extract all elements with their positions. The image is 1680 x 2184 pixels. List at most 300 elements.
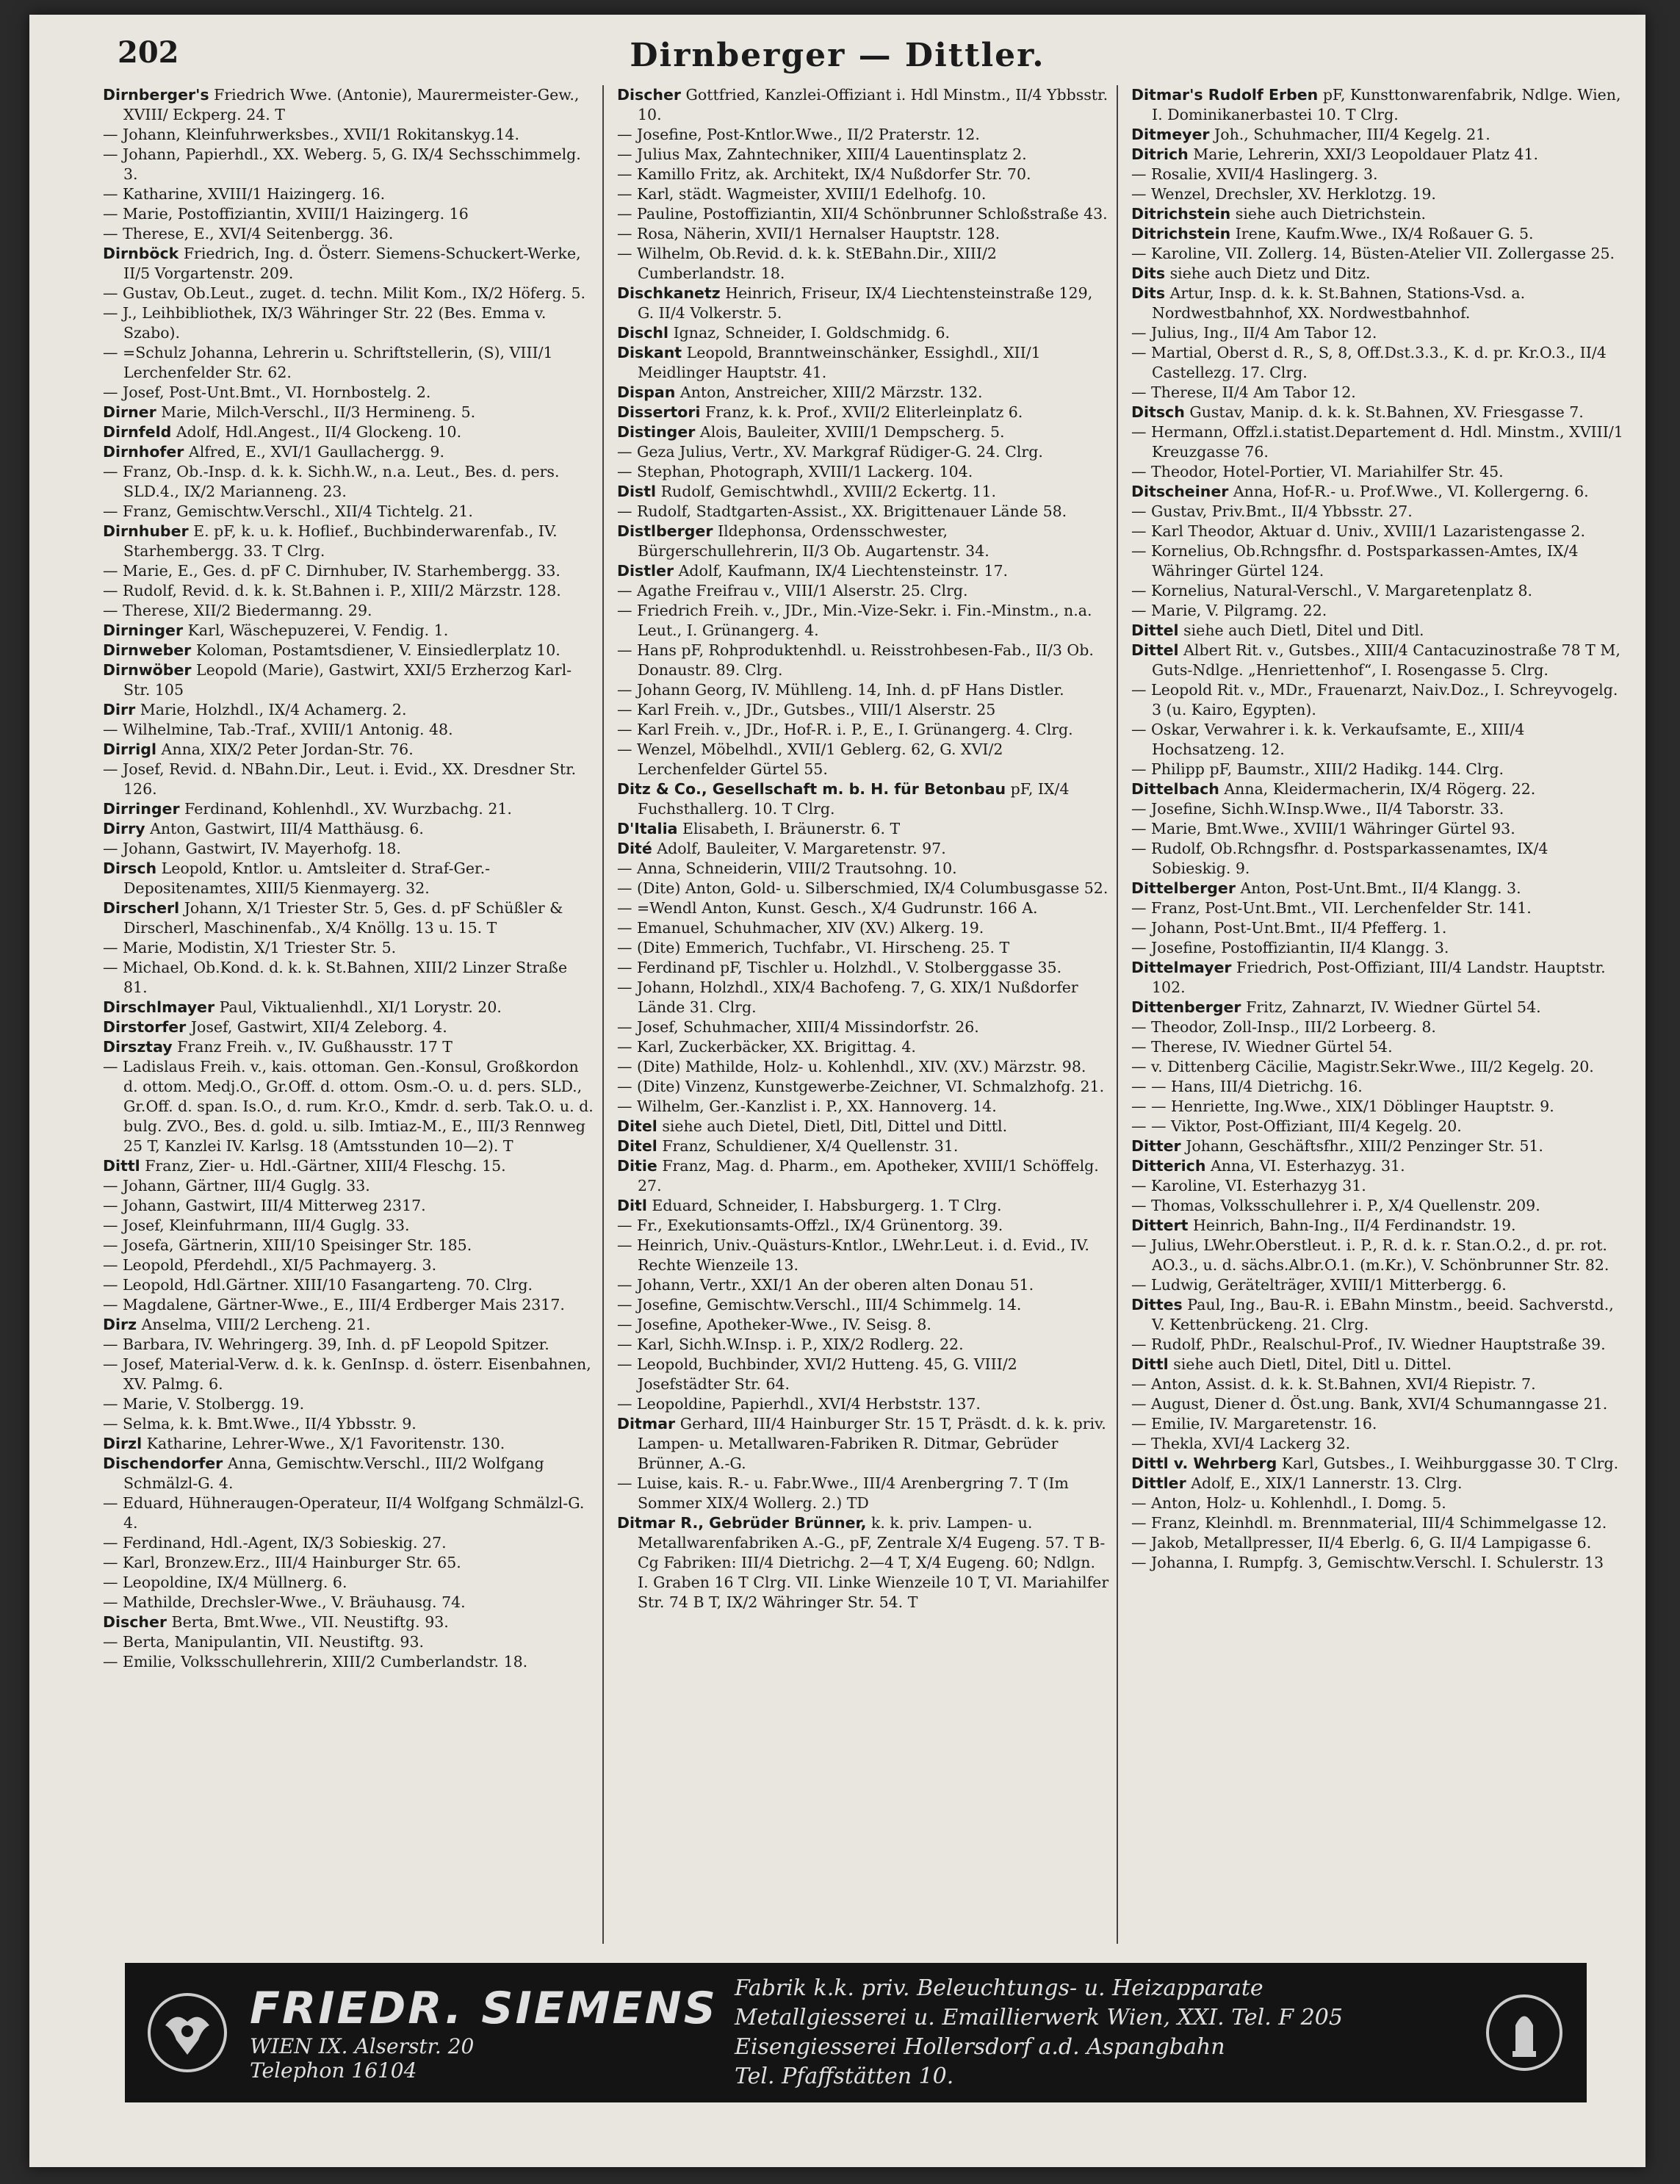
- directory-entry: [1131, 1136, 1623, 1156]
- directory-entry: [103, 1573, 595, 1593]
- directory-entry: [103, 799, 595, 819]
- directory-entry: [103, 1632, 595, 1652]
- directory-entry: [617, 1037, 1109, 1057]
- directory-entry: [617, 482, 1109, 502]
- directory-entry: [1131, 522, 1623, 541]
- entry-text: — Franz, Gemischtw.Verschl., XII/4 Tichtelg. 21.: [103, 502, 473, 520]
- directory-entry: [1131, 1553, 1623, 1573]
- entry-text: — Jakob, Metallpresser, II/4 Eberlg. 6, G. II/4 Lampigasse 6.: [1131, 1534, 1592, 1551]
- entry-text: Marie, Milch-Verschl., II/3 Hermineng. 5.: [161, 403, 476, 421]
- directory-entry: [1131, 1176, 1623, 1196]
- directory-entry: [1131, 1216, 1623, 1236]
- siemens-advertisement: [125, 1963, 1587, 2102]
- entry-surname: Ditmeyer: [1131, 126, 1210, 143]
- directory-entry: [617, 1216, 1109, 1236]
- directory-entry: [1131, 541, 1623, 581]
- entry-text: — Thekla, XVI/4 Lackerg 32.: [1131, 1435, 1351, 1452]
- entry-surname: Dits: [1131, 264, 1166, 282]
- entry-text: — Josef, Material-Verw. d. k. k. GenInsp. d. österr. Eisenbahnen, XV. Palmg. 6.: [103, 1355, 591, 1393]
- entry-text: Anton, Post-Unt.Bmt., II/4 Klangg. 3.: [1240, 879, 1521, 897]
- entry-surname: Dirnberger's: [103, 86, 209, 104]
- entry-text: — Franz, Ob.-Insp. d. k. k. Sichh.W., n.a. Leut., Bes. d. pers. SLD.4., IX/2 Marianneng. 23.: [103, 463, 560, 500]
- entry-text: Anna, VI. Esterhazyg. 31.: [1210, 1157, 1405, 1175]
- ad-company-name: FRIEDR. SIEMENS: [250, 1983, 718, 2034]
- entry-text: — Johann, Gastwirt, IV. Mayerhofg. 18.: [103, 840, 401, 857]
- column-3: [1131, 85, 1631, 1944]
- entry-text: — Hermann, Offzl.i.statist.Departement d. Hdl. Minstm., XVIII/1 Kreuzgasse 76.: [1131, 423, 1623, 461]
- entry-text: Anna, Hof-R.- u. Prof.Wwe., VI. Kollergerng. 6.: [1233, 483, 1589, 500]
- directory-entry: [617, 1057, 1109, 1077]
- entry-text: Rudolf, Gemischtwhdl., XVIII/2 Eckertg. 11.: [660, 483, 997, 500]
- entry-surname: Distler: [617, 562, 674, 580]
- directory-entry: [103, 224, 595, 244]
- directory-entry: [1131, 462, 1623, 482]
- entry-text: — Barbara, IV. Wehringerg. 39, Inh. d. pF Leopold Spitzer.: [103, 1336, 549, 1353]
- entry-surname: Dirnfeld: [103, 423, 172, 441]
- column-1: [103, 85, 604, 1944]
- entry-text: — (Dite) Emmerich, Tuchfabr., VI. Hirscheng. 25. T: [617, 939, 1010, 956]
- directory-entry: [103, 1037, 595, 1057]
- entry-text: Johann, X/1 Triester Str. 5, Ges. d. pF Schüßler & Dirscherl, Maschinenfab., X/4 Knöllg. 13 u. 15. T: [123, 899, 563, 937]
- entry-text: — Marie, V. Stolbergg. 19.: [103, 1395, 305, 1413]
- entry-text: Friedrich Wwe. (Antonie), Maurermeister-Gew., XVIII/ Eckperg. 24. T: [123, 86, 580, 123]
- directory-entry: [103, 839, 595, 859]
- directory-entry: [1131, 1236, 1623, 1275]
- entry-text: — Theodor, Zoll-Insp., III/2 Lorbeerg. 8.: [1131, 1018, 1436, 1036]
- entry-text: — Emilie, IV. Margaretenstr. 16.: [1131, 1415, 1377, 1432]
- directory-entry: [1131, 839, 1623, 879]
- entry-text: — Ladislaus Freih. v., kais. ottoman. Gen.-Konsul, Großkordon d. ottom. Medj.O., Gr.Off. d. ottom. Osm.-O. u. d. pers. SLD., Gr.Off. d. span. Is.O., d. rum. Kr.O., Kmdr. d. serb. Tak.O. u. d. bulg. ZVO., Bes. d. gold. u. silb. Imtiaz-M., E., III/3 Rennweg 25 T, Kanzlei IV. Karlsg. 18 (Amtsstunden 10—2). T: [103, 1058, 594, 1155]
- directory-entry: [617, 522, 1109, 561]
- directory-entry: [1131, 403, 1623, 422]
- entry-surname: Dittelmayer: [1131, 959, 1232, 976]
- entry-text: — Johann, Vertr., XXI/1 An der oberen alten Donau 51.: [617, 1276, 1034, 1294]
- entry-text: — Wilhelm, Ger.-Kanzlist i. P., XX. Hannoverg. 14.: [617, 1098, 997, 1115]
- entry-surname: Dittel: [1131, 641, 1179, 659]
- directory-entry: [103, 403, 595, 422]
- directory-entry: [1131, 125, 1623, 145]
- ad-line-2: Metallgiesserei u. Emaillierwerk Wien, XXI. Tel. F 205: [735, 2005, 1343, 2030]
- entry-text: — Rudolf, Ob.Rchngsfhr. d. Postsparkassenamtes, IX/4 Sobieskig. 9.: [1131, 840, 1549, 877]
- directory-entry: [1131, 1513, 1623, 1533]
- directory-entry: [103, 1295, 595, 1315]
- directory-entry: [103, 462, 595, 502]
- entry-surname: Dittenberger: [1131, 998, 1241, 1016]
- directory-entry: [617, 323, 1109, 343]
- entry-text: — Agathe Freifrau v., VIII/1 Alserstr. 25. Clrg.: [617, 582, 968, 599]
- entry-text: — Rosa, Näherin, XVII/1 Hernalser Hauptstr. 128.: [617, 225, 1001, 242]
- directory-entry: [1131, 1156, 1623, 1176]
- entry-text: Leopold, Kntlor. u. Amtsleiter d. Straf-Ger.-Depositenamtes, XIII/5 Kienmayerg. 32.: [123, 859, 491, 897]
- entry-surname: Dischl: [617, 324, 669, 342]
- directory-entry: [617, 383, 1109, 403]
- entry-text: — Karl, Sichh.W.Insp. i. P., XIX/2 Rodlerg. 22.: [617, 1336, 964, 1353]
- entry-surname: Ditie: [617, 1157, 657, 1175]
- directory-entry: [617, 641, 1109, 680]
- entry-text: k. k. priv. Lampen- u. Metallwarenfabriken A.-G., pF, Zentrale X/4 Eugeng. 57. T B-Cg Fabriken: III/4 Dietrichg. 2—4 T, X/4 Eugeng. 60; Ndlgn. I. Graben 16 T Clrg. VII. Linke Wienzeile 10 T, VI. Mariahilfer Str. 74 B T, IX/2 Währinger Str. 54. T: [638, 1514, 1109, 1611]
- entry-text: — J., Leihbibliothek, IX/3 Währinger Str. 22 (Bes. Emma v. Szabo).: [103, 304, 547, 342]
- entry-text: — Josef, Post-Unt.Bmt., VI. Hornbostelg. 2.: [103, 383, 431, 401]
- directory-entry: [103, 1533, 595, 1553]
- directory-entry: [617, 720, 1109, 740]
- page-number: 202: [118, 35, 179, 70]
- entry-text: — Franz, Post-Unt.Bmt., VII. Lerchenfelder Str. 141.: [1131, 899, 1532, 917]
- entry-text: Karl, Wäschepuzerei, V. Fendig. 1.: [187, 621, 449, 639]
- entry-text: — Josefine, Postoffiziantin, II/4 Klangg. 3.: [1131, 939, 1449, 956]
- directory-entry: [1131, 184, 1623, 204]
- entry-surname: D'Italia: [617, 820, 678, 837]
- entry-text: — (Dite) Anton, Gold- u. Silberschmied, IX/4 Columbusgasse 52.: [617, 879, 1108, 897]
- entry-surname: Dittl v. Wehrberg: [1131, 1455, 1277, 1472]
- entry-surname: Dirner: [103, 403, 156, 421]
- entry-text: — Leopold, Hdl.Gärtner. XIII/10 Fasangarteng. 70. Clrg.: [103, 1276, 533, 1294]
- directory-entry: [103, 184, 595, 204]
- entry-text: — Geza Julius, Vertr., XV. Markgraf Rüdiger-G. 24. Clrg.: [617, 443, 1043, 461]
- entry-surname: Dirstorfer: [103, 1018, 187, 1036]
- directory-entry: [617, 284, 1109, 323]
- entry-text: — Anton, Holz- u. Kohlenhdl., I. Domg. 5.: [1131, 1494, 1446, 1512]
- directory-entry: [617, 343, 1109, 383]
- entry-text: Ildephonsa, Ordensschwester, Bürgerschullehrerin, II/3 Ob. Augartenstr. 34.: [638, 522, 989, 560]
- entry-text: — Josefine, Apotheker-Wwe., IV. Seisg. 8.: [617, 1316, 931, 1333]
- entry-surname: Dispan: [617, 383, 676, 401]
- entry-text: — Therese, XII/2 Biedermanng. 29.: [103, 602, 372, 619]
- entry-text: — Marie, Modistin, X/1 Triester Str. 5.: [103, 939, 397, 956]
- entry-text: siehe auch Dietel, Dietl, Ditl, Dittel und Dittl.: [662, 1117, 1008, 1135]
- entry-text: — Josefa, Gärtnerin, XIII/10 Speisinger Str. 185.: [103, 1236, 472, 1254]
- directory-entry: [617, 1077, 1109, 1097]
- entry-text: — Stephan, Photograph, XVIII/1 Lackerg. 104.: [617, 463, 973, 480]
- entry-surname: Dirnhuber: [103, 522, 189, 540]
- directory-entry: [1131, 760, 1623, 779]
- entry-text: Anselma, VIII/2 Lercheng. 21.: [141, 1316, 371, 1333]
- directory-entry: [617, 601, 1109, 641]
- directory-entry: [617, 740, 1109, 779]
- entry-text: Paul, Viktualienhdl., XI/1 Lorystr. 20.: [219, 998, 502, 1016]
- directory-entry: [617, 125, 1109, 145]
- entry-surname: Dittl: [103, 1157, 140, 1175]
- entry-text: Alfred, E., XVI/1 Gaullachergg. 9.: [188, 443, 444, 461]
- directory-entry: [103, 284, 595, 303]
- entry-text: — Johann, Kleinfuhrwerksbes., XVII/1 Rokitanskyg.14.: [103, 126, 519, 143]
- entry-surname: Dittler: [1131, 1474, 1186, 1492]
- directory-entry: [1131, 1017, 1623, 1037]
- directory-entry: [617, 145, 1109, 165]
- entry-text: — Selma, k. k. Bmt.Wwe., II/4 Ybbsstr. 9.: [103, 1415, 417, 1432]
- directory-entry: [617, 561, 1109, 581]
- entry-text: Marie, Holzhdl., IX/4 Achamerg. 2.: [140, 701, 407, 718]
- entry-text: — Ferdinand pF, Tischler u. Holzhdl., V. Stolberggasse 35.: [617, 959, 1062, 976]
- directory-columns: [103, 85, 1631, 1944]
- entry-text: — Therese, IV. Wiedner Gürtel 54.: [1131, 1038, 1393, 1056]
- entry-text: — Karl, städt. Wagmeister, XVIII/1 Edelhofg. 10.: [617, 185, 987, 203]
- entry-surname: Ditz & Co., Gesellschaft m. b. H. für Betonbau: [617, 780, 1006, 798]
- entry-text: — Josefine, Post-Kntlor.Wwe., II/2 Praterstr. 12.: [617, 126, 980, 143]
- directory-entry: [617, 1315, 1109, 1335]
- directory-entry: [1131, 323, 1623, 343]
- entry-text: — Franz, Kleinhdl. m. Brennmaterial, III/4 Schimmelgasse 12.: [1131, 1514, 1607, 1532]
- entry-text: Fritz, Zahnarzt, IV. Wiedner Gürtel 54.: [1246, 998, 1541, 1016]
- entry-text: Irene, Kaufm.Wwe., IX/4 Roßauer G. 5.: [1235, 225, 1534, 242]
- entry-text: Anton, Gastwirt, III/4 Matthäusg. 6.: [150, 820, 424, 837]
- running-head: Dirnberger — Dittler.: [630, 37, 1045, 74]
- entry-text: siehe auch Dietl, Ditel, Ditl u. Dittel.: [1173, 1355, 1452, 1373]
- directory-entry: [617, 1394, 1109, 1414]
- directory-entry: [617, 1017, 1109, 1037]
- directory-entry: [617, 898, 1109, 918]
- directory-entry: [103, 760, 595, 799]
- entry-text: — Emanuel, Schuhmacher, XIV (XV.) Alkerg. 19.: [617, 919, 984, 937]
- entry-text: — Johann, Papierhdl., XX. Weberg. 5, G. IX/4 Sechsschimmelg. 3.: [103, 145, 581, 183]
- directory-entry: [1131, 1394, 1623, 1414]
- entry-surname: Dirringer: [103, 800, 180, 818]
- entry-text: — Leopold Rit. v., MDr., Frauenarzt, Naiv.Doz., I. Schreyvogelg. 3 (u. Kairo, Egypten).: [1131, 681, 1618, 718]
- entry-text: — Thomas, Volksschullehrer i. P., X/4 Quellenstr. 209.: [1131, 1197, 1540, 1214]
- entry-text: — Johann, Gärtner, III/4 Guglg. 33.: [103, 1177, 370, 1194]
- entry-text: — Karl, Bronzew.Erz., III/4 Hainburger Str. 65.: [103, 1554, 461, 1571]
- entry-text: — Ferdinand, Hdl.-Agent, IX/3 Sobieskig. 27.: [103, 1534, 447, 1551]
- directory-entry: [103, 1394, 595, 1414]
- entry-text: — Emilie, Volksschullehrerin, XIII/2 Cumberlandstr. 18.: [103, 1653, 528, 1671]
- entry-text: — Johann Georg, IV. Mühlleng. 14, Inh. d. pF Hans Distler.: [617, 681, 1064, 699]
- entry-text: Franz, Schuldiener, X/4 Quellenstr. 31.: [662, 1137, 959, 1155]
- entry-surname: Dits: [1131, 284, 1166, 302]
- entry-surname: Dittl: [1131, 1355, 1169, 1373]
- entry-text: — Karl Freih. v., JDr., Gutsbes., VIII/1 Alserstr. 25: [617, 701, 996, 718]
- directory-entry: [1131, 581, 1623, 601]
- entry-text: — Anton, Assist. d. k. k. St.Bahnen, XVI/4 Riepistr. 7.: [1131, 1375, 1536, 1393]
- entry-text: — Friedrich Freih. v., JDr., Min.-Vize-Sekr. i. Fin.-Minstm., n.a. Leut., I. Grünangerg. 4.: [617, 602, 1092, 639]
- directory-entry: [1131, 343, 1623, 383]
- directory-entry: [103, 1176, 595, 1196]
- entry-surname: Ditel: [617, 1137, 657, 1155]
- entry-surname: Ditsch: [1131, 403, 1185, 421]
- directory-entry: [103, 383, 595, 403]
- directory-entry: [1131, 1434, 1623, 1454]
- entry-surname: Ditl: [617, 1197, 647, 1214]
- directory-entry: [617, 502, 1109, 522]
- entry-text: — Rudolf, PhDr., Realschul-Prof., IV. Wiedner Hauptstraße 39.: [1131, 1336, 1606, 1353]
- directory-entry: [1131, 264, 1623, 284]
- directory-entry: [103, 938, 595, 958]
- entry-text: Joh., Schuhmacher, III/4 Kegelg. 21.: [1214, 126, 1490, 143]
- entry-text: — Kamillo Fritz, ak. Architekt, IX/4 Nußdorfer Str. 70.: [617, 165, 1031, 183]
- entry-text: Eduard, Schneider, I. Habsburgerg. 1. T Clrg.: [652, 1197, 1002, 1214]
- entry-surname: Dirnweber: [103, 641, 192, 659]
- entry-text: — Josef, Revid. d. NBahn.Dir., Leut. i. Evid., XX. Dresdner Str. 126.: [103, 760, 577, 798]
- entry-text: — — Hans, III/4 Dietrichg. 16.: [1131, 1078, 1363, 1095]
- entry-text: — Marie, Bmt.Wwe., XVIII/1 Währinger Gürtel 93.: [1131, 820, 1515, 837]
- entry-text: Ignaz, Schneider, I. Goldschmidg. 6.: [673, 324, 951, 342]
- directory-entry: [617, 1156, 1109, 1196]
- entry-text: — Wilhelm, Ob.Revid. d. k. k. StEBahn.Dir., XIII/2 Cumberlandstr. 18.: [617, 245, 997, 282]
- entry-text: — Wenzel, Drechsler, XV. Herklotzg. 19.: [1131, 185, 1436, 203]
- entry-surname: Dité: [617, 840, 652, 857]
- entry-text: — Kornelius, Natural-Verschl., V. Margaretenplatz 8.: [1131, 582, 1533, 599]
- entry-text: Leopold, Branntweinschänker, Essighdl., XII/1 Meidlinger Hauptstr. 41.: [638, 344, 1041, 381]
- directory-entry: [1131, 85, 1623, 125]
- directory-entry: [1131, 1374, 1623, 1394]
- entry-text: — Marie, V. Pilgramg. 22.: [1131, 602, 1327, 619]
- directory-entry: [103, 502, 595, 522]
- entry-text: Katharine, Lehrer-Wwe., X/1 Favoritenstr. 130.: [146, 1435, 505, 1452]
- directory-entry: [617, 918, 1109, 938]
- entry-text: — Mathilde, Drechsler-Wwe., V. Bräuhausg. 74.: [103, 1593, 466, 1611]
- directory-entry: [1131, 799, 1623, 819]
- entry-surname: Dirsch: [103, 859, 157, 877]
- directory-entry: [1131, 284, 1623, 323]
- entry-text: Franz, Mag. d. Pharm., em. Apotheker, XVIII/1 Schöffelg. 27.: [638, 1157, 1099, 1194]
- directory-entry: [103, 303, 595, 343]
- entry-text: Paul, Ing., Bau-R. i. EBahn Minstm., beeid. Sachverstd., V. Kettenbrückeng. 21. Clrg.: [1152, 1296, 1614, 1333]
- directory-entry: [1131, 1196, 1623, 1216]
- entry-text: — Karl Theodor, Aktuar d. Univ., XVIII/1 Lazaristengasse 2.: [1131, 522, 1585, 540]
- directory-entry: [103, 998, 595, 1017]
- directory-entry: [1131, 819, 1623, 839]
- directory-entry: [1131, 938, 1623, 958]
- directory-entry: [103, 740, 595, 760]
- entry-text: — Rudolf, Revid. d. k. k. St.Bahnen i. P., XIII/2 Märzstr. 128.: [103, 582, 561, 599]
- directory-entry: [103, 1612, 595, 1632]
- directory-entry: [617, 442, 1109, 462]
- entry-text: Karl, Gutsbes., I. Weihburggasse 30. T Clrg.: [1281, 1455, 1619, 1472]
- entry-surname: Dissertori: [617, 403, 701, 421]
- entry-text: Adolf, Bauleiter, V. Margaretenstr. 97.: [657, 840, 946, 857]
- directory-entry: [1131, 918, 1623, 938]
- ad-line-4: Tel. Pfaffstätten 10.: [735, 2064, 954, 2089]
- entry-text: siehe auch Dietrichstein.: [1235, 205, 1427, 223]
- entry-surname: Dirry: [103, 820, 145, 837]
- entry-text: — Karoline, VII. Zollerg. 14, Büsten-Atelier VII. Zollergasse 25.: [1131, 245, 1615, 262]
- lamp-trademark-icon: [1462, 1989, 1587, 2077]
- directory-entry: [103, 1057, 595, 1156]
- entry-surname: Dirschlmayer: [103, 998, 215, 1016]
- directory-entry: [1131, 1037, 1623, 1057]
- entry-surname: Dirrigl: [103, 740, 156, 758]
- entry-text: — Julius, Ing., II/4 Am Tabor 12.: [1131, 324, 1377, 342]
- entry-text: Anna, Kleidermacherin, IX/4 Rögerg. 22.: [1224, 780, 1536, 798]
- directory-entry: [617, 1136, 1109, 1156]
- directory-entry: [1131, 482, 1623, 502]
- entry-text: — Josef, Kleinfuhrmann, III/4 Guglg. 33.: [103, 1217, 410, 1234]
- directory-entry: [103, 1434, 595, 1454]
- directory-entry: [103, 1315, 595, 1335]
- directory-entry: [1131, 998, 1623, 1017]
- entry-text: — August, Diener d. Öst.ung. Bank, XVI/4 Schumanngasse 21.: [1131, 1395, 1608, 1413]
- directory-entry: [617, 1275, 1109, 1295]
- directory-entry: [1131, 779, 1623, 799]
- directory-entry: [617, 1117, 1109, 1136]
- entry-text: E. pF, k. u. k. Hoflief., Buchbinderwarenfab., IV. Starhembergg. 33. T Clrg.: [123, 522, 558, 560]
- ad-address: WIEN IX. Alserstr. 20: [250, 2034, 475, 2058]
- directory-entry: [1131, 244, 1623, 264]
- directory-entry: [1131, 1454, 1623, 1474]
- directory-entry: [103, 1255, 595, 1275]
- entry-text: pF, IX/4 Fuchsthallerg. 10. T Clrg.: [638, 780, 1070, 818]
- directory-entry: [103, 720, 595, 740]
- directory-entry: [1131, 204, 1623, 224]
- entry-surname: Dirnhofer: [103, 443, 184, 461]
- entry-text: — Josef, Schuhmacher, XIII/4 Missindorfstr. 26.: [617, 1018, 979, 1036]
- entry-text: siehe auch Dietz und Ditz.: [1169, 264, 1371, 282]
- entry-surname: Dittes: [1131, 1296, 1183, 1313]
- directory-entry: [1131, 601, 1623, 621]
- directory-entry: [617, 462, 1109, 482]
- entry-text: — =Wendl Anton, Kunst. Gesch., X/4 Gudrunstr. 166 A.: [617, 899, 1038, 917]
- directory-entry: [617, 859, 1109, 879]
- directory-entry: [103, 958, 595, 998]
- entry-text: — Ludwig, Gerätelträger, XVIII/1 Mitterbergg. 6.: [1131, 1276, 1507, 1294]
- directory-entry: [103, 621, 595, 641]
- directory-entry: [103, 1196, 595, 1216]
- directory-entry: [617, 700, 1109, 720]
- entry-text: — — Viktor, Post-Offiziant, III/4 Kegelg. 20.: [1131, 1117, 1462, 1135]
- entry-surname: Discher: [103, 1613, 167, 1631]
- directory-entry: [103, 1493, 595, 1533]
- directory-entry: [1131, 898, 1623, 918]
- directory-entry: [103, 442, 595, 462]
- directory-entry: [103, 581, 595, 601]
- entry-text: — Theodor, Hotel-Portier, VI. Mariahilfer Str. 45.: [1131, 463, 1504, 480]
- directory-entry: [103, 85, 595, 125]
- directory-entry: [617, 165, 1109, 184]
- directory-entry: [617, 819, 1109, 839]
- directory-entry: [103, 1454, 595, 1493]
- directory-entry: [1131, 1295, 1623, 1335]
- column-2: [617, 85, 1118, 1944]
- directory-entry: [617, 204, 1109, 224]
- entry-text: — Gustav, Ob.Leut., zuget. d. techn. Milit Kom., IX/2 Höferg. 5.: [103, 284, 586, 302]
- directory-entry: [1131, 879, 1623, 898]
- double-eagle-emblem-icon: [125, 1970, 250, 2095]
- directory-entry: [103, 1017, 595, 1037]
- directory-entry: [1131, 502, 1623, 522]
- entry-text: — Luise, kais. R.- u. Fabr.Wwe., III/4 Arenbergring 7. T (Im Sommer XIX/4 Wollerg. 2.) TD: [617, 1474, 1069, 1512]
- entry-surname: Ditmar R., Gebrüder Brünner,: [617, 1514, 867, 1532]
- directory-entry: [617, 839, 1109, 859]
- entry-text: — Johanna, I. Rumpfg. 3, Gemischtw.Verschl. I. Schulerstr. 13: [1131, 1554, 1604, 1571]
- entry-text: — Fr., Exekutionsamts-Offzl., IX/4 Grünentorg. 39.: [617, 1217, 1003, 1234]
- directory-entry: [617, 1414, 1109, 1474]
- entry-surname: Distinger: [617, 423, 696, 441]
- entry-surname: Dirscherl: [103, 899, 180, 917]
- directory-entry: [103, 859, 595, 898]
- entry-text: Leopold (Marie), Gastwirt, XXI/5 Erzherzog Karl-Str. 105: [123, 661, 572, 699]
- entry-text: Albert Rit. v., Gutsbes., XIII/4 Cantacuzinostraße 78 T M, Guts-Ndlge. „Henriettenhof“, I. Rosengasse 5. Clrg.: [1152, 641, 1620, 679]
- entry-text: Koloman, Postamtsdiener, V. Einsiedlerplatz 10.: [195, 641, 560, 659]
- entry-text: Gustav, Manip. d. k. k. St.Bahnen, XV. Friesgasse 7.: [1189, 403, 1584, 421]
- entry-text: Adolf, E., XIX/1 Lannerstr. 13. Clrg.: [1191, 1474, 1463, 1492]
- entry-text: Adolf, Hdl.Angest., II/4 Glockeng. 10.: [176, 423, 462, 441]
- directory-entry: [1131, 1414, 1623, 1434]
- entry-text: — Magdalene, Gärtner-Wwe., E., III/4 Erdberger Mais 2317.: [103, 1296, 565, 1313]
- directory-entry: [1131, 958, 1623, 998]
- directory-entry: [1131, 641, 1623, 680]
- entry-text: Anna, Gemischtw.Verschl., III/2 Wolfgang Schmälzl-G. 4.: [123, 1455, 544, 1492]
- entry-surname: Dirnböck: [103, 245, 179, 262]
- directory-entry: [103, 660, 595, 700]
- directory-entry: [103, 819, 595, 839]
- directory-entry: [617, 1295, 1109, 1315]
- entry-text: Marie, Lehrerin, XXI/3 Leopoldauer Platz 41.: [1193, 145, 1539, 163]
- directory-entry: [103, 343, 595, 383]
- entry-text: — Wenzel, Möbelhdl., XVII/1 Geblerg. 62, G. XVI/2 Lerchenfelder Gürtel 55.: [617, 740, 1003, 778]
- entry-text: — Karl Freih. v., JDr., Hof-R. i. P., E., I. Grünangerg. 4. Clrg.: [617, 721, 1073, 738]
- entry-text: pF, Kunsttonwarenfabrik, Ndlge. Wien, I. Dominikanerbastei 10. T Clrg.: [1152, 86, 1621, 123]
- directory-entry: [1131, 1335, 1623, 1355]
- entry-text: — Josefine, Gemischtw.Verschl., III/4 Schimmelg. 14.: [617, 1296, 1022, 1313]
- directory-entry: [617, 1335, 1109, 1355]
